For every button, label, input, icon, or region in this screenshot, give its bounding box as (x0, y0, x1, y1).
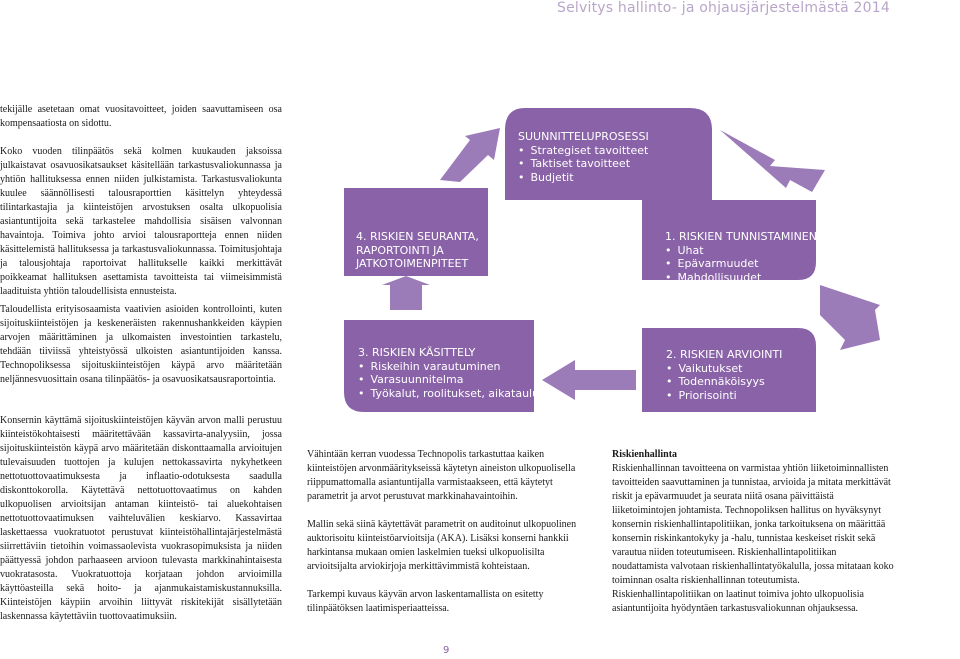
diagram-left-heading-line: JATKOTOIMENPITEET (356, 257, 469, 270)
diagram-left-heading-line: RAPORTOINTI JA (356, 243, 444, 257)
diagram-top-text (518, 130, 649, 184)
diagram-right-heading: 1. RISKIEN TUNNISTAMINEN (665, 230, 817, 243)
diagram-top-item: • Budjetit (518, 171, 649, 185)
diagram-bottom-left-text (358, 346, 543, 400)
diagram-arrow-left-up (382, 276, 430, 310)
diagram-bottom-left-item: • Varasuunnitelma (358, 373, 543, 387)
diagram-bottom-right-item: • Priorisointi (666, 389, 782, 403)
diagram-arrow-right-down (820, 285, 880, 350)
diagram-bottom-left-heading: 3. RISKIEN KÄSITTELY (358, 346, 476, 359)
diagram-bottom-right-heading: 2. RISKIEN ARVIOINTI (666, 348, 783, 361)
diagram-left-heading-line: 4. RISKIEN SEURANTA, (356, 230, 479, 243)
diagram-arrow-top-left (440, 128, 500, 182)
risk-management-process-diagram (320, 100, 960, 430)
diagram-bottom-right-item: • Todennäköisyys (666, 375, 782, 389)
diagram-right-item: • Uhat (665, 244, 817, 258)
text-column-2 (0, 303, 282, 387)
diagram-bottom-right-item: • Vaikutukset (666, 362, 782, 376)
diagram-left-text (356, 230, 479, 271)
diagram-right-text (665, 230, 817, 284)
paragraph: tekijälle asetetaan omat vuositavoitteet, joiden saavuttamiseen osa kompensaatiosta on sidottu. (0, 104, 282, 129)
paragraph: Koko vuoden tilinpäätös sekä kolmen kuukauden jaksoissa julkaistavat osavuosikatsaukset käsitellään tarkastusvaliokunnassa ja yhtiön hallituksessa ennen niiden julkistamista. Tarkastusvaliokunta kuulee säännöllisesti talousraporttien käsittelyn yhteydessä tilintarkastajia ja kiinteistöjen arvostuksen osalta ulkopuolisia asiantuntijoita sekä tarkastelee mahdollisia sisäisen valvonnan havaintoja. Toimiva johto arvioi talousraportteja ennen niiden käsittelemistä hallituksessa ja tarkastusvaliokunnassa. Toimitusjohtaja ja talousjohtaja raportoivat hallitukselle kaikki merkittävät poikkeamat hallituksen asettamista tavoitteista tai viimeisimmistä laadituista yhtiön taloudellisista ennusteista. (0, 146, 282, 297)
document-header-title: Selvitys hallinto- ja ohjausjärjestelmästä 2014 (557, 0, 890, 16)
diagram-bottom-left-item: • Työkalut, roolitukset, aikataulut (358, 387, 543, 401)
diagram-top-heading: SUUNNITTELUPROSESSI (518, 130, 649, 143)
paragraph: Vähintään kerran vuodessa Technopolis tarkastuttaa kaiken kiinteistöjen arvonmääritykseissä käytetyn aineiston ulkopuolisella riippumattomalla asiantuntijalla varmistaakseen, että käytetyt parametrit ja arvot perustuvat markkinahavaintoihin. (307, 449, 576, 502)
paragraph: Mallin sekä siinä käytettävät parametrit on auditoinut ulkopuolinen auktorisoitu kiinteistöarvioitsija (AKA). Lisäksi konserni hankkii harkintansa mukaan omien laskelmien tueksi ulkopuolisilta arvioitsijalta arviokirjoja merkittävimmistä kohteistaan. (307, 519, 577, 572)
diagram-arrow-top-right (720, 130, 825, 192)
paragraph: Konsernin käyttämä sijoituskiinteistöjen käyvän arvon malli perustuu kiinteistökohtaisesti määritettävään kassavirta-analyysiin, jossa sijoituskiinteistön käypä arvo määritetään diskonttaamalla arvioitujen tulevaisuuden tuottojen ja kulujen nettokassavirta nykyhetkeen nettotuottovaatimuksesta ja inflaatio-odotuksesta saadulla diskonttokorolla. Käytettävä nettotuottovaatimus on kahden ulkopuolisen arvioitsijan antaman kiinteistö- tai aluekohtaisen nettotuottovaatimuksen vaihteluvälien keskiarvo. Kassavirtaa laskettaessa vuokratuotot perustuvat kiinteistöhallintajärjestelmästä siirrettäviin tietoihin voimassaolevista vuokrasopimuksista ja niiden päättyessä johdon parhaaseen arvioon tulevasta markkinahintaisesta vuokratasosta. Vuokratuottoja korjataan johdon arvioimilla käyttöasteilla sekä hoito- ja ajanmukaistamiskustannuksilla. Kiinteistöjen käypiin arvoihin liittyvät riskitekijät sisällytetään laskennassa käytettäviin tuottovaatimuksiin. (0, 415, 282, 622)
paragraph: Taloudellista erityisosaamista vaativien asioiden kontrollointi, kuten sijoituskiinteistöjen ja keskeneräisten rakennushankkeiden käypien arvojen määrittäminen ja ulkomaisten investointien tarkastelu, tehdään tiiviissä yhteistyössä ulkoisten asiantuntijoiden kanssa. Technopoliksessa sijoituskiinteistöjen käypä arvo määritetään neljännesvuosittain osana tilinpäätös- ja osavuosikatsausraportointia. (0, 304, 282, 385)
diagram-bottom-right-text (666, 348, 782, 402)
text-column-3 (0, 414, 282, 624)
diagram-bottom-left-item: • Riskeihin varautuminen (358, 360, 543, 374)
diagram-right-item: • Mahdollisuudet (665, 271, 817, 285)
paragraph: Riskienhallinnan tavoitteena on varmistaa yhtiön liiketoiminnallisten tavoitteiden saavuttaminen ja tunnistaa, arvioida ja mitata merkittävät riskit ja epävarmuudet ja seurata niitä osana päivittäistä liiketoimintojen johtamista. Technopoliksen hallitus on hyväksynyt konsernin riskienhallintapolitiikan, jonka tarkoituksena on määrittää konsernin riskinkantokyky ja -halu, tunnistaa keskeiset riskit sekä varautua niiden toteutumiseen. Riskienhallintapolitiikan noudattamista valvotaan riskienhallintatyökalulla, jossa mitataan koko toiminnan osalta riskienhallinnan toteutumista. Riskienhallintapolitiikan on laatinut toimiva johto ulkopuolisia asiantuntijoita hyödyntäen tarkastusvaliokunnan ohjauksessa. (612, 463, 894, 614)
paragraph: Tarkempi kuvaus käyvän arvon laskentamallista on esitetty tilinpäätöksen laatimisperiaatteissa. (307, 589, 544, 614)
diagram-top-item: • Taktiset tavoitteet (518, 157, 649, 171)
text-column-1 (0, 103, 282, 299)
text-column-4 (307, 448, 587, 616)
text-column-5 (612, 448, 894, 616)
page-number: 9 (443, 645, 450, 656)
diagram-top-item: • Strategiset tavoitteet (518, 144, 649, 158)
diagram-arrow-bottom (542, 360, 636, 400)
section-heading: Riskienhallinta (612, 449, 678, 460)
diagram-right-item: • Epävarmuudet (665, 257, 817, 271)
